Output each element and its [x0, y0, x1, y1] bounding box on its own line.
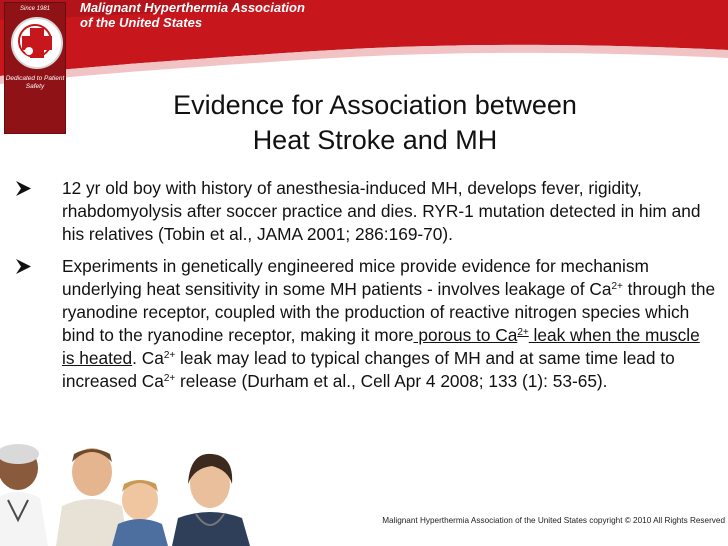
text-segment: through the ryanodine receptor, coupled with the production of reactive nitrogen species which bind to the ryanodine receptor, making it more	[62, 279, 716, 345]
text-segment: . Ca	[132, 348, 164, 368]
logo-tagline: Dedicated to Patient Safety	[5, 75, 65, 90]
underlined-text: porous to Ca	[413, 325, 518, 345]
underlined-text: leak when the muscle is heated	[62, 325, 700, 368]
bullet-item	[16, 177, 716, 246]
arrow-bullet-icon	[16, 259, 31, 274]
bullet-text: 12 yr old boy with history of anesthesia-induced MH, develops fever, rigidity, rhabdomyolysis after soccer practice and dies. RYR-1 mutation detected in him and his relatives (Tobin et al., JAMA 2001; 286:169-70).	[62, 178, 701, 244]
bullet-list	[16, 177, 716, 393]
logo-emblem	[11, 17, 63, 69]
superscript: 2+	[163, 373, 176, 384]
org-name-line1: Malignant Hyperthermia Association	[80, 0, 305, 15]
bullet-item	[16, 255, 716, 393]
slide-title	[70, 88, 680, 158]
text-segment: release (Durham et al., Cell Apr 4 2008; 133 (1): 53-65).	[175, 371, 608, 391]
org-name	[80, 0, 305, 30]
slide-title-line2: Heat Stroke and MH	[252, 125, 498, 155]
arrow-bullet-icon	[16, 181, 31, 196]
footer-copyright: Malignant Hyperthermia Association of the United States copyright © 2010 All Rights Reserved	[382, 516, 725, 525]
family-doctor-photo	[0, 440, 270, 546]
text-segment: Experiments in genetically engineered mice provide evidence for mechanism underlying heat sensitivity in some MH patients - involves leakage of Ca	[62, 256, 649, 299]
bullet-text	[62, 256, 715, 391]
slide-title-line1: Evidence for Association between	[173, 90, 577, 120]
mhaus-logo	[4, 2, 66, 134]
superscript: 2+	[611, 281, 623, 292]
text-segment: leak may lead to typical changes of MH and at same time lead to increased Ca	[62, 348, 675, 391]
superscript: 2+	[517, 327, 529, 338]
superscript: 2+	[163, 350, 176, 361]
logo-since-text: Since 1981	[19, 6, 51, 12]
org-name-line2: of the United States	[80, 15, 203, 30]
